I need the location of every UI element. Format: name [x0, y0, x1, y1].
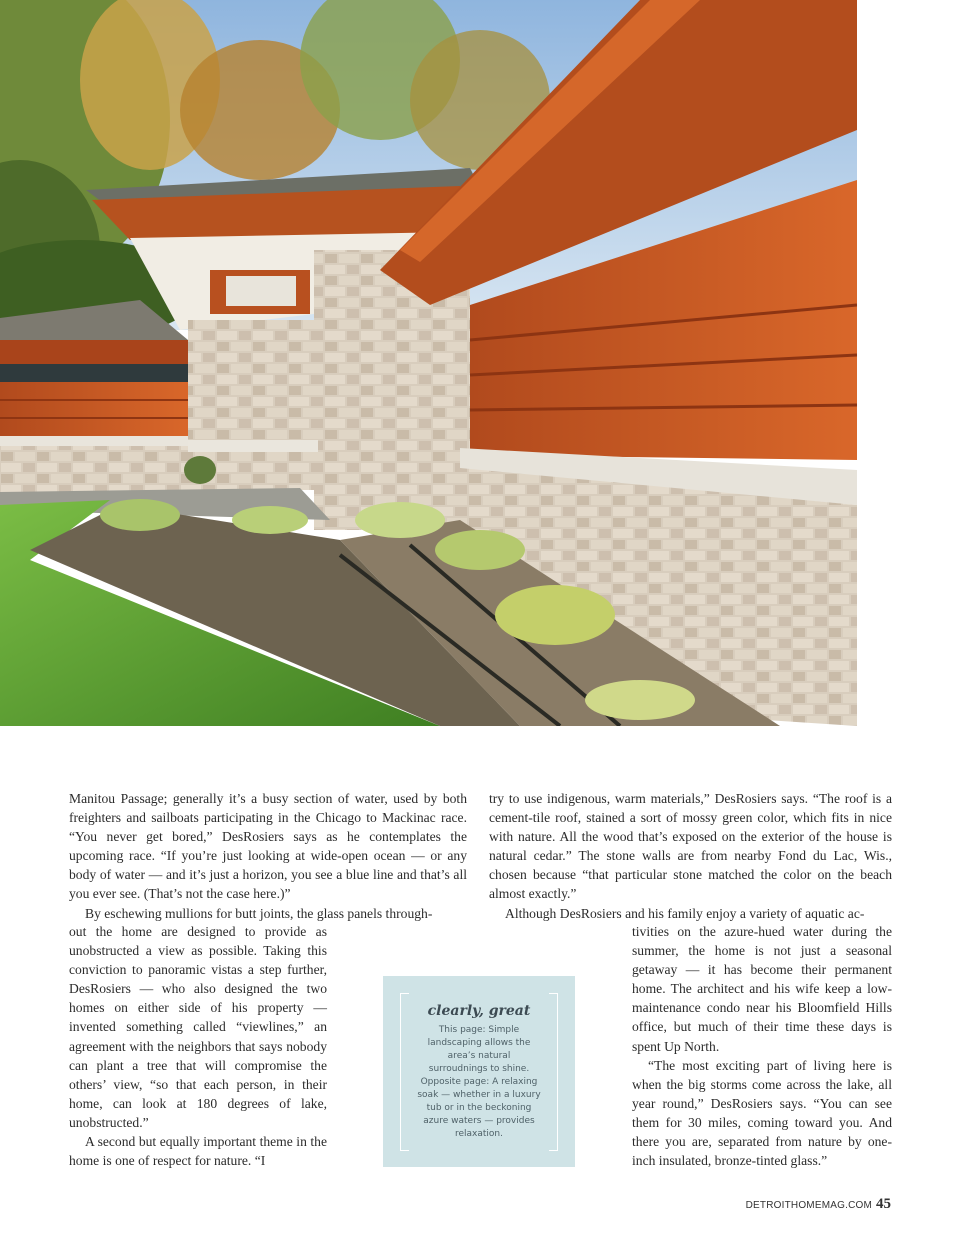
- caption-title: clearly, great: [427, 1003, 531, 1019]
- paragraph: A second but equally important theme in the home is one of respect for nature. “I: [69, 1134, 327, 1169]
- photo-caption-box: [383, 976, 575, 1167]
- page-footer: [746, 1196, 891, 1213]
- paragraph: Although DesRosiers and his family enjoy a variety of aquatic ac-: [505, 905, 865, 921]
- paragraph: “The most exciting part of living here is when the big storms come across the lake, all year round,” DesRosiers says. “You can see them for 30 miles, coming toward you. And there you are, separated from nature by one-inch insulated, bronze-tinted glass.”: [632, 1057, 892, 1169]
- article-column-left-narrow: [69, 922, 327, 1170]
- paragraph: Manitou Passage; generally it’s a busy section of water, used by both freighters and sailboats participating in the Chicago to Mackinac race. “You never get bored,” DesRosiers says as he contemplates the upcoming race. “If you’re just looking at wide-open ocean — or any body of water — and it’s just a horizon, you see a blue line and that’s all you ever see. (That’s not the case here.)”: [69, 791, 467, 902]
- paragraph: try to use indigenous, warm materials,” DesRosiers says. “The roof is a cement-tile roof, stained a sort of mossy green color, which fits in nice with nature. All the wood that’s exposed on the exterior of the house is natural cedar.” The stone walls are from nearby Fond du Lac, Wis., chosen because “that particular stone matched the color on the beach almost exactly.”: [489, 791, 892, 902]
- site-name: DETROITHOMEMAG.COM: [745, 1200, 872, 1211]
- page-number: 45: [876, 1196, 891, 1212]
- article-column-left-top: [69, 789, 467, 923]
- caption-text: This page: Simple landscaping allows the area’s natural surroudnings to shine. Opposite page: A relaxing soak — whether in a luxury tub or in the beckoning azure waters — provides relaxation.: [417, 1025, 541, 1139]
- article-column-right-top: [489, 789, 892, 923]
- paragraph: out the home are designed to provide as unobstructed a view as possible. Taking this conviction to panoramic vistas a step further, DesRosiers — who also designed the two homes on either side of his property — invented something called “viewlines,” an agreement with the neighbors that says nobody can plant a tree that will compromise the others’ view, “so that each person, in their home, can look at 180 degrees of lake, unobstructed.”: [69, 924, 327, 1130]
- paragraph: By eschewing mullions for butt joints, the glass panels through-: [85, 905, 433, 921]
- article-column-right-narrow: [632, 922, 892, 1170]
- paragraph: tivities on the azure-hued water during the summer, the home is not just a seasonal getaway — it has become their permanent home. The architect and his wife keep a low-maintenance condo near his Bloomfield Hills office, but much of their time these days is spent Up North.: [632, 924, 892, 1054]
